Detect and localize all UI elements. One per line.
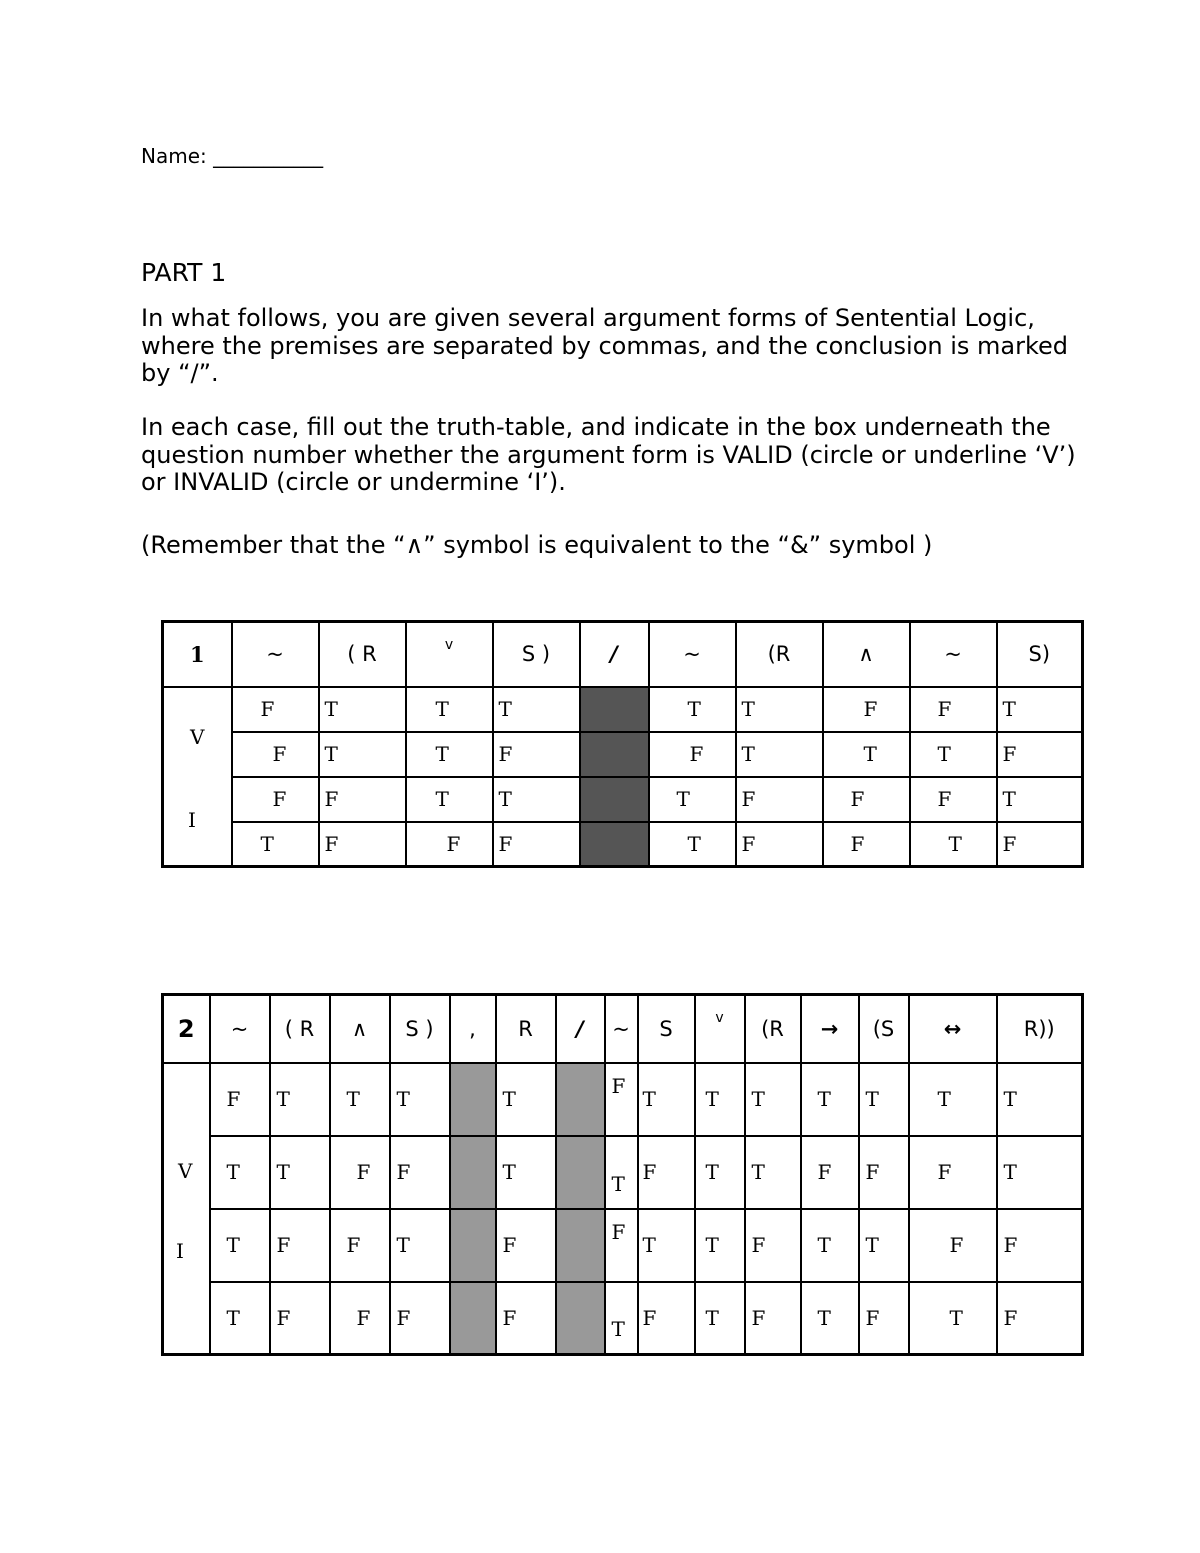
table-cell[interactable]: F [745, 1282, 801, 1355]
header-cell: ~ [232, 622, 319, 687]
table-cell[interactable]: F [910, 777, 997, 822]
header-cell: S) [997, 622, 1083, 687]
table-cell[interactable]: T [406, 732, 493, 777]
table-row [163, 687, 1083, 732]
table-cell[interactable]: T [649, 687, 736, 732]
table-cell[interactable]: T [210, 1282, 270, 1355]
header-cell: (R [745, 995, 801, 1063]
table-cell[interactable]: F [823, 687, 910, 732]
table-cell[interactable]: F [859, 1136, 909, 1209]
shaded-cell [580, 777, 649, 822]
table-cell[interactable]: F [210, 1063, 270, 1136]
shaded-cell [556, 1209, 605, 1282]
table-cell[interactable]: T [695, 1136, 745, 1209]
table-cell[interactable]: F [330, 1282, 390, 1355]
part-title: PART 1 [141, 258, 227, 287]
table-cell[interactable]: F [496, 1282, 556, 1355]
table-cell[interactable]: F [232, 777, 319, 822]
table-cell[interactable]: F [232, 687, 319, 732]
header-cell: ~ [910, 622, 997, 687]
header-cell: ( R [270, 995, 330, 1063]
table-cell[interactable]: F [493, 822, 580, 867]
table-cell[interactable]: T [736, 687, 823, 732]
invalid-option[interactable]: I [188, 807, 196, 832]
table-row [163, 1063, 1083, 1136]
table-cell[interactable]: F [736, 822, 823, 867]
valid-option[interactable]: V [178, 1158, 193, 1183]
table-cell[interactable]: T [232, 822, 319, 867]
table-cell[interactable]: T [801, 1063, 859, 1136]
table-cell[interactable]: F [319, 777, 406, 822]
table-row [163, 822, 1083, 867]
table-cell[interactable]: F [823, 777, 910, 822]
validity-answer-box[interactable] [163, 1063, 210, 1355]
intro-paragraph: In what follows, you are given several argument forms of Sentential Logic, where the premises are separated by commas, and the conclusion is marked by “/”. [141, 304, 1069, 387]
table-cell[interactable]: T [695, 1209, 745, 1282]
table-cell[interactable]: F [390, 1282, 450, 1355]
table-cell[interactable]: F [319, 822, 406, 867]
table-cell[interactable]: T [801, 1282, 859, 1355]
table-cell[interactable]: F [649, 732, 736, 777]
table-cell[interactable]: F [910, 687, 997, 732]
table-cell[interactable]: T [997, 1063, 1083, 1136]
header-cell: ~ [605, 995, 638, 1063]
table-cell[interactable]: T [859, 1063, 909, 1136]
header-cell: → [801, 995, 859, 1063]
table-cell[interactable]: T [909, 1282, 997, 1355]
shaded-cell [556, 1282, 605, 1355]
table-cell[interactable]: T [823, 732, 910, 777]
shaded-cell [556, 1136, 605, 1209]
table-cell[interactable]: T [801, 1209, 859, 1282]
shaded-cell [450, 1063, 496, 1136]
instructions-paragraph: In each case, fill out the truth-table, and indicate in the box underneath the question number whether the argument form is VALID (circle or underline ‘V’) or INVALID (circle or undermine ‘I’). [141, 413, 1076, 496]
table-cell[interactable]: T [496, 1063, 556, 1136]
table-row [163, 1282, 1083, 1355]
table-cell[interactable]: T [649, 822, 736, 867]
header-cell: S ) [493, 622, 580, 687]
table-cell[interactable]: T [390, 1063, 450, 1136]
table-cell[interactable]: T [649, 777, 736, 822]
table-cell[interactable]: F [909, 1209, 997, 1282]
shaded-cell [450, 1136, 496, 1209]
header-cell: ~ [649, 622, 736, 687]
table-cell[interactable]: F [997, 1282, 1083, 1355]
header-cell: / [580, 622, 649, 687]
table-cell[interactable]: F [605, 1209, 638, 1282]
table-cell[interactable]: T [745, 1136, 801, 1209]
header-cell: ∧ [823, 622, 910, 687]
table-cell[interactable]: T [210, 1136, 270, 1209]
table-cell[interactable]: F [496, 1209, 556, 1282]
table-cell[interactable]: T [330, 1063, 390, 1136]
table-cell[interactable]: T [270, 1136, 330, 1209]
table-cell[interactable]: T [496, 1136, 556, 1209]
header-cell: ∧ [330, 995, 390, 1063]
truth-table-question-1 [161, 620, 1084, 868]
header-cell: , [450, 995, 496, 1063]
table-cell[interactable]: F [859, 1282, 909, 1355]
header-cell: (S [859, 995, 909, 1063]
table-cell[interactable]: T [859, 1209, 909, 1282]
table-cell[interactable]: T [210, 1209, 270, 1282]
table-cell[interactable]: F [997, 1209, 1083, 1282]
table-cell[interactable]: F [390, 1136, 450, 1209]
table-cell[interactable]: T [406, 687, 493, 732]
table-cell[interactable]: F [745, 1209, 801, 1282]
table-cell[interactable]: T [910, 822, 997, 867]
header-cell: S ) [390, 995, 450, 1063]
question-number: 1 [163, 622, 232, 687]
table-cell[interactable]: F [406, 822, 493, 867]
table-cell[interactable]: T [695, 1063, 745, 1136]
table-cell[interactable]: F [605, 1063, 638, 1136]
table-cell[interactable]: T [493, 687, 580, 732]
table-cell[interactable]: T [997, 777, 1083, 822]
truth-table-question-2 [161, 993, 1084, 1356]
header-row [163, 622, 1083, 687]
shaded-cell [450, 1209, 496, 1282]
header-cell: R)) [997, 995, 1083, 1063]
validity-answer-box[interactable] [163, 687, 232, 867]
table-row [163, 732, 1083, 777]
table-cell[interactable]: T [997, 687, 1083, 732]
shaded-cell [556, 1063, 605, 1136]
reminder-paragraph: (Remember that the “∧” symbol is equivalent to the “&” symbol ) [141, 531, 933, 559]
table-cell[interactable]: F [909, 1136, 997, 1209]
table-cell[interactable]: F [823, 822, 910, 867]
shaded-cell [580, 687, 649, 732]
table-cell[interactable]: F [638, 1282, 695, 1355]
shaded-cell [580, 822, 649, 867]
header-cell: v [406, 622, 493, 687]
table-row [163, 1136, 1083, 1209]
table-cell[interactable]: T [745, 1063, 801, 1136]
table-cell[interactable]: F [801, 1136, 859, 1209]
invalid-option[interactable]: I [176, 1238, 184, 1263]
valid-option[interactable]: V [190, 724, 205, 749]
table-cell[interactable]: T [319, 687, 406, 732]
question-number: 2 [163, 995, 210, 1063]
table-cell[interactable]: T [605, 1282, 638, 1355]
table-cell[interactable]: T [605, 1136, 638, 1209]
table-cell[interactable]: T [390, 1209, 450, 1282]
table-cell[interactable]: T [909, 1063, 997, 1136]
table-cell[interactable]: F [270, 1209, 330, 1282]
table-cell[interactable]: T [736, 732, 823, 777]
header-row [163, 995, 1083, 1063]
table-cell[interactable]: F [330, 1136, 390, 1209]
table-cell[interactable]: T [695, 1282, 745, 1355]
header-cell: (R [736, 622, 823, 687]
header-cell: ( R [319, 622, 406, 687]
header-cell: S [638, 995, 695, 1063]
table-cell[interactable]: F [736, 777, 823, 822]
header-cell: ↔ [909, 995, 997, 1063]
header-cell: ~ [210, 995, 270, 1063]
header-cell: R [496, 995, 556, 1063]
table-cell[interactable]: T [910, 732, 997, 777]
table-cell[interactable]: T [493, 777, 580, 822]
table-cell[interactable]: T [406, 777, 493, 822]
table-cell[interactable]: T [319, 732, 406, 777]
table-cell[interactable]: F [638, 1136, 695, 1209]
table-row [163, 777, 1083, 822]
table-cell[interactable]: F [270, 1282, 330, 1355]
table-cell[interactable]: T [270, 1063, 330, 1136]
shaded-cell [450, 1282, 496, 1355]
name-field-label: Name: ___________ [141, 144, 324, 168]
header-cell: v [695, 995, 745, 1063]
table-row [163, 1209, 1083, 1282]
header-cell: / [556, 995, 605, 1063]
table-cell[interactable]: F [997, 732, 1083, 777]
table-cell[interactable]: F [493, 732, 580, 777]
table-cell[interactable]: F [997, 822, 1083, 867]
table-cell[interactable]: T [638, 1209, 695, 1282]
table-cell[interactable]: T [997, 1136, 1083, 1209]
table-cell[interactable]: F [232, 732, 319, 777]
table-cell[interactable]: T [638, 1063, 695, 1136]
shaded-cell [580, 732, 649, 777]
table-cell[interactable]: F [330, 1209, 390, 1282]
